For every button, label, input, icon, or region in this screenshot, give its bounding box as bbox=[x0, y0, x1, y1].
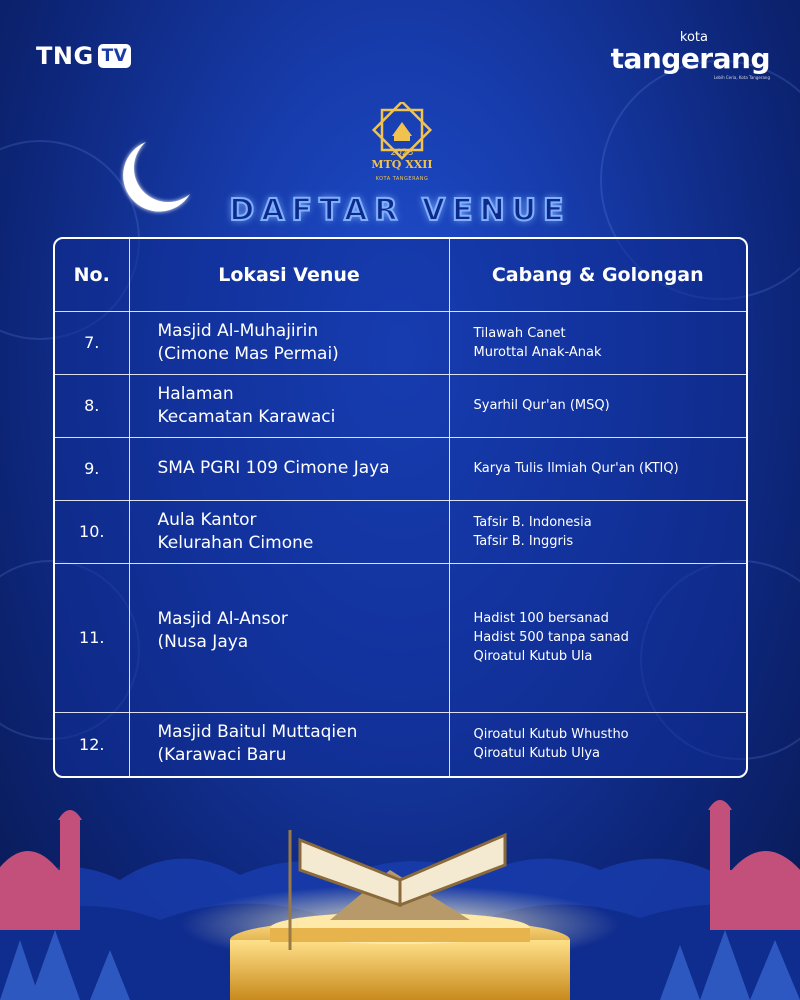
cabang-line: Hadist 500 tanpa sanad bbox=[473, 630, 629, 645]
table-row bbox=[55, 563, 746, 712]
row-no: 7. bbox=[55, 311, 129, 374]
lokasi-line: (Karawaci Baru bbox=[157, 745, 287, 766]
lokasi-line: Masjid Al-Muhajirin bbox=[157, 320, 319, 341]
table-header-row bbox=[55, 239, 746, 311]
lokasi-line: Kelurahan Cimone bbox=[157, 532, 314, 553]
header-cabang: Cabang & Golongan bbox=[449, 239, 746, 311]
row-lokasi bbox=[129, 374, 449, 437]
lokasi-line: SMA PGRI 109 Cimone Jaya bbox=[157, 458, 390, 478]
row-lokasi bbox=[129, 437, 449, 500]
lokasi-line: (Cimone Mas Permai) bbox=[157, 343, 339, 364]
quran-stand-scenery bbox=[0, 800, 800, 1000]
table-row bbox=[55, 311, 746, 374]
kota-tangerang-logo bbox=[611, 30, 770, 80]
cabang-line: Murottal Anak-Anak bbox=[473, 344, 602, 360]
tangerang-logo-text: tangerang bbox=[610, 42, 770, 75]
row-no: 11. bbox=[55, 563, 129, 712]
cabang-line: Qiroatul Kutub Ula bbox=[473, 649, 593, 664]
venue-table bbox=[53, 237, 748, 778]
lokasi-line: Aula Kantor bbox=[157, 509, 257, 530]
table-row bbox=[55, 712, 746, 776]
table-row bbox=[55, 500, 746, 563]
lokasi-line: Masjid Baitul Muttaqien bbox=[157, 722, 358, 743]
row-no: 9. bbox=[55, 437, 129, 500]
row-lokasi bbox=[129, 500, 449, 563]
cabang-line: Qiroatul Kutub Ulya bbox=[473, 746, 601, 762]
row-no: 10. bbox=[55, 500, 129, 563]
cabang-line: Hadist 100 bersanad bbox=[473, 611, 609, 626]
lokasi-line: Masjid Al-Ansor bbox=[157, 608, 288, 629]
kota-logo-text: kota bbox=[679, 30, 708, 45]
cabang-line: Syarhil Qur'an (MSQ) bbox=[473, 398, 610, 413]
mtq-badge-icon bbox=[364, 102, 440, 184]
lokasi-line: (Nusa Jaya bbox=[157, 631, 249, 652]
table-row bbox=[55, 374, 746, 437]
cabang-line: Tafsir B. Indonesia bbox=[473, 514, 592, 530]
lokasi-line: Kecamatan Karawaci bbox=[157, 406, 336, 427]
page-title: DAFTAR VENUE bbox=[229, 193, 571, 228]
row-lokasi bbox=[129, 563, 449, 712]
header-lokasi: Lokasi Venue bbox=[129, 239, 449, 311]
tv-logo-text: TV bbox=[98, 44, 132, 68]
row-lokasi bbox=[129, 311, 449, 374]
row-cabang bbox=[449, 311, 746, 374]
logo-tagline: Lebih Ceria, Kota Tangerang bbox=[713, 75, 770, 80]
cabang-line: Tafsir B. Inggris bbox=[473, 533, 574, 549]
row-cabang bbox=[449, 712, 746, 776]
lokasi-line: Halaman bbox=[157, 383, 234, 404]
header-no: No. bbox=[55, 239, 129, 311]
table-row bbox=[55, 437, 746, 500]
row-cabang bbox=[449, 374, 746, 437]
row-cabang bbox=[449, 437, 746, 500]
badge-subtitle: KOTA TANGERANG bbox=[375, 176, 429, 182]
row-no: 8. bbox=[55, 374, 129, 437]
tng-logo-text: TNG bbox=[36, 42, 94, 70]
row-no: 12. bbox=[55, 712, 129, 776]
badge-year: 2023 bbox=[390, 148, 414, 158]
row-cabang bbox=[449, 500, 746, 563]
tng-tv-logo bbox=[36, 42, 131, 70]
cabang-line: Tilawah Canet bbox=[473, 325, 566, 341]
cabang-line: Karya Tulis Ilmiah Qur'an (KTIQ) bbox=[473, 461, 679, 476]
badge-name: MTQ XXII bbox=[371, 158, 433, 171]
row-cabang bbox=[449, 563, 746, 712]
cabang-line: Qiroatul Kutub Whustho bbox=[473, 727, 629, 743]
row-lokasi bbox=[129, 712, 449, 776]
